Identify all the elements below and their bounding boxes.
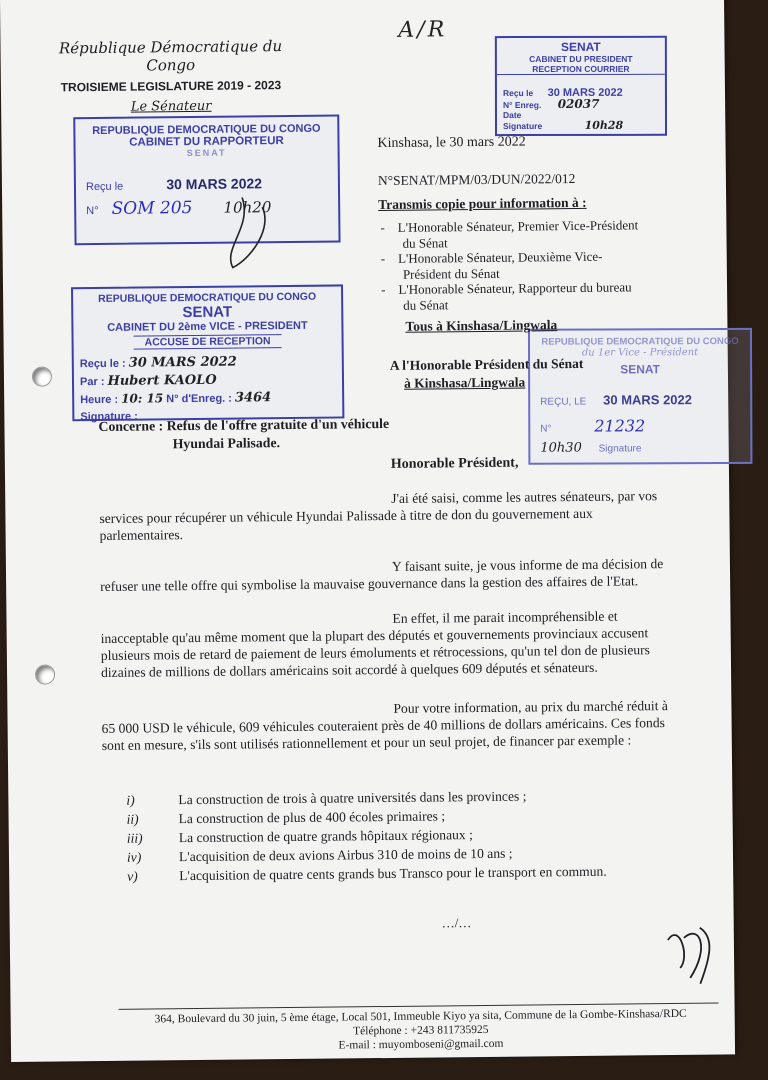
- letterhead: [40, 37, 301, 116]
- stamp-rapporteur: [73, 114, 340, 245]
- stamp-line: du 1er Vice - Président: [581, 347, 699, 359]
- stamp-second-vice-president: [71, 284, 344, 424]
- stamp-date: 30 MARS 2022: [128, 354, 237, 371]
- stamp-label: Date: [502, 110, 522, 121]
- place-date: Kinshasa, le 30 mars 2022: [377, 134, 526, 152]
- paragraph-line: Y faisant suite, je vous informe de ma décision de: [391, 556, 664, 574]
- copy-item: L'Honorable Sénateur, Rapporteur du bureau: [398, 279, 632, 297]
- stamp-line: CABINET DU RAPPORTEUR: [129, 135, 284, 149]
- stamp-number: SOM 205: [111, 197, 193, 219]
- list-item: [127, 827, 473, 847]
- list-text: La construction de trois à quatre universités dans les provinces ;: [178, 788, 527, 808]
- paragraph-line: services pour récupérer un véhicule Hyundai Palissade à titre de don du gouvernement aux: [99, 505, 593, 526]
- stamp-line: SENAT: [182, 303, 233, 322]
- list-text: La construction de plus de 400 écoles primaires ;: [178, 808, 446, 827]
- list-text: L'acquisition de quatre cents grands bus Transco pour le transport en commun.: [179, 863, 607, 884]
- stamp-label: Signature: [502, 120, 543, 131]
- list-text: L'acquisition de deux avions Airbus 310 de moins de 10 ans ;: [178, 845, 513, 865]
- stamp-value: 10h28: [584, 118, 624, 132]
- stamp-line: SENAT: [560, 39, 601, 54]
- stamp-label: Reçu le: [85, 180, 124, 194]
- stamp-value: 3464: [234, 390, 272, 406]
- stamp-president: [495, 36, 667, 136]
- copy-item: L'Honorable Sénateur, Deuxième Vice-: [397, 248, 603, 266]
- punch-hole: [35, 664, 55, 684]
- stamp-line: CABINET DU PRESIDENT: [529, 53, 633, 65]
- stamp-label: Signature: [598, 443, 642, 455]
- stamp-label: REÇU, LE: [540, 396, 587, 408]
- recipient-city: à Kinshasa/Lingwala: [403, 374, 526, 391]
- stamp-label: Signature :: [80, 410, 138, 424]
- handwritten-note: A/R: [398, 17, 448, 43]
- stamp-label: Reçu le: [502, 88, 534, 99]
- legislature: TROISIEME LEGISLATURE 2019 - 2023: [60, 78, 282, 95]
- paragraph-line: J'ai été saisi, comme les autres sénateurs, par vos: [391, 488, 658, 506]
- list-item: [127, 846, 513, 866]
- subject-line-2: Hyundai Palisade.: [172, 435, 281, 452]
- stamp-line: REPUBLIQUE DEMOCRATIQUE DU CONGO: [98, 290, 317, 305]
- paragraph-line: parlementaires.: [99, 527, 184, 543]
- stamp-line: REPUBLIQUE DEMOCRATIQUE DU CONGO: [541, 335, 739, 348]
- list-number: iii): [126, 830, 143, 846]
- list-item: [127, 808, 446, 827]
- paragraph-line: 65 000 USD le véhicule, 609 véhicules couteraient près de 40 millions de dollars américains. Ces fonds: [101, 715, 665, 736]
- footer: [121, 1007, 721, 1055]
- stamp-time: 10h30: [540, 440, 582, 456]
- stamp-line: ACCUSE DE RECEPTION: [134, 334, 282, 350]
- stamp-label: N°: [86, 204, 99, 218]
- paragraph-line: sont en mesure, s'ils sont utilisés rationnellement et pour un seul projet, de financer par exemple :: [101, 732, 632, 753]
- author-title: Le Sénateur: [130, 98, 212, 115]
- stamp-time: 10h20: [223, 198, 272, 217]
- stamp-first-vice-president: [528, 328, 752, 465]
- copy-item: du Sénat: [403, 296, 449, 313]
- stamp-date: 30 MARS 2022: [547, 86, 623, 99]
- paragraph-line: plusieurs mois de retard de paiement de leurs émoluments et rétrocessions, qu'un tel don de plusieurs: [100, 642, 651, 663]
- copy-title: Transmis copie pour information à :: [378, 194, 587, 213]
- paragraph-2: [100, 555, 710, 595]
- list-item: [127, 864, 607, 885]
- subject-line: Refus de l'offre gratuite d'un véhicule: [166, 415, 390, 434]
- copy-list: - L'Honorable Sénateur, Premier Vice-Président du Sénat - L'Honorable Sénateur, Deuxième Vice- Président du Sénat - L'Honorable Sénateur, Rapporteur du bureau du Sénat: [380, 217, 639, 313]
- stamp-line: RECEPTION COURRIER: [497, 64, 665, 75]
- reference-number: N°SENAT/MPM/03/DUN/2022/012: [377, 170, 576, 189]
- stamp-label: N° d'Enreg. :: [166, 392, 232, 406]
- list-number: ii): [126, 811, 139, 827]
- salutation: Honorable Président,: [390, 455, 519, 472]
- paragraph-line: dizaines de millions de dollars américains soit accordé à quelques 609 députés et sénateurs.: [100, 659, 598, 680]
- stamp-label: Heure :: [80, 393, 119, 407]
- footer-phone: Téléphone : +243 811735925: [353, 1023, 489, 1038]
- stamp-line: REPUBLIQUE DEMOCRATIQUE DU CONGO: [92, 122, 321, 138]
- paragraph-line: inacceptable qu'au même moment que la plupart des députés et gouvernements provinciaux accusent: [100, 625, 649, 646]
- paragraph-line: En effet, il me parait incompréhensible et: [392, 608, 618, 626]
- paragraph-3: [100, 607, 711, 681]
- stamp-value: Hubert KAOLO: [107, 372, 217, 389]
- copy-item: du Sénat: [402, 234, 448, 251]
- subject-label: Concerne :: [98, 418, 164, 434]
- stamp-label: Reçu le :: [79, 357, 126, 371]
- stamp-line: CABINET DU 2ème VICE - PRESIDENT: [107, 319, 308, 334]
- paragraph-1: [99, 487, 710, 544]
- stamp-date: 30 MARS 2022: [166, 175, 263, 193]
- list-number: iv): [126, 849, 142, 865]
- stamp-label: Par :: [79, 375, 105, 389]
- copy-item: L'Honorable Sénateur, Premier Vice-Président: [397, 217, 639, 235]
- signature-scribble: [212, 187, 293, 278]
- country-name: République Démocratique du Congo: [58, 37, 283, 75]
- stamp-value: 10: 15: [121, 391, 164, 406]
- copy-footer: Tous à Kinshasa/Lingwala: [405, 317, 558, 334]
- stamp-label: N°: [540, 423, 552, 435]
- list-number: i): [126, 792, 135, 808]
- list-text: La construction de quatre grands hôpitaux régionaux ;: [178, 827, 473, 846]
- stamp-line: SENAT: [620, 362, 661, 377]
- paragraph-line: refuser une telle offre qui symbolise la mauvaise gouvernance dans la gestion des affaires de l'Etat.: [100, 573, 639, 594]
- footer-address: 364, Boulevard du 30 juin, 5 ème étage, Local 501, Immeuble Kiyo ya sita, Commune de la Gombe-Kinshasa/RDC: [154, 1007, 687, 1026]
- recipient-line: A l'Honorable Président du Sénat: [389, 355, 584, 373]
- continuation-mark: …/…: [441, 915, 472, 931]
- punch-hole: [32, 366, 52, 386]
- stamp-number: 21232: [594, 416, 646, 436]
- stamp-line: SENAT: [186, 147, 227, 159]
- paragraph-4: [101, 697, 712, 754]
- list-item: [126, 789, 526, 809]
- list-number: v): [127, 868, 138, 884]
- subject: [98, 416, 389, 435]
- paragraph-line: Pour votre information, au prix du marché réduit à: [393, 698, 668, 716]
- stamp-date: 30 MARS 2022: [603, 392, 693, 408]
- stamp-value: 02037: [557, 96, 600, 111]
- stamp-label: N° Enreg.: [502, 99, 542, 110]
- copy-item: Président du Sénat: [402, 265, 500, 282]
- author-signature: [660, 917, 725, 988]
- footer-email: E-mail : muyomboseni@gmail.com: [338, 1037, 504, 1052]
